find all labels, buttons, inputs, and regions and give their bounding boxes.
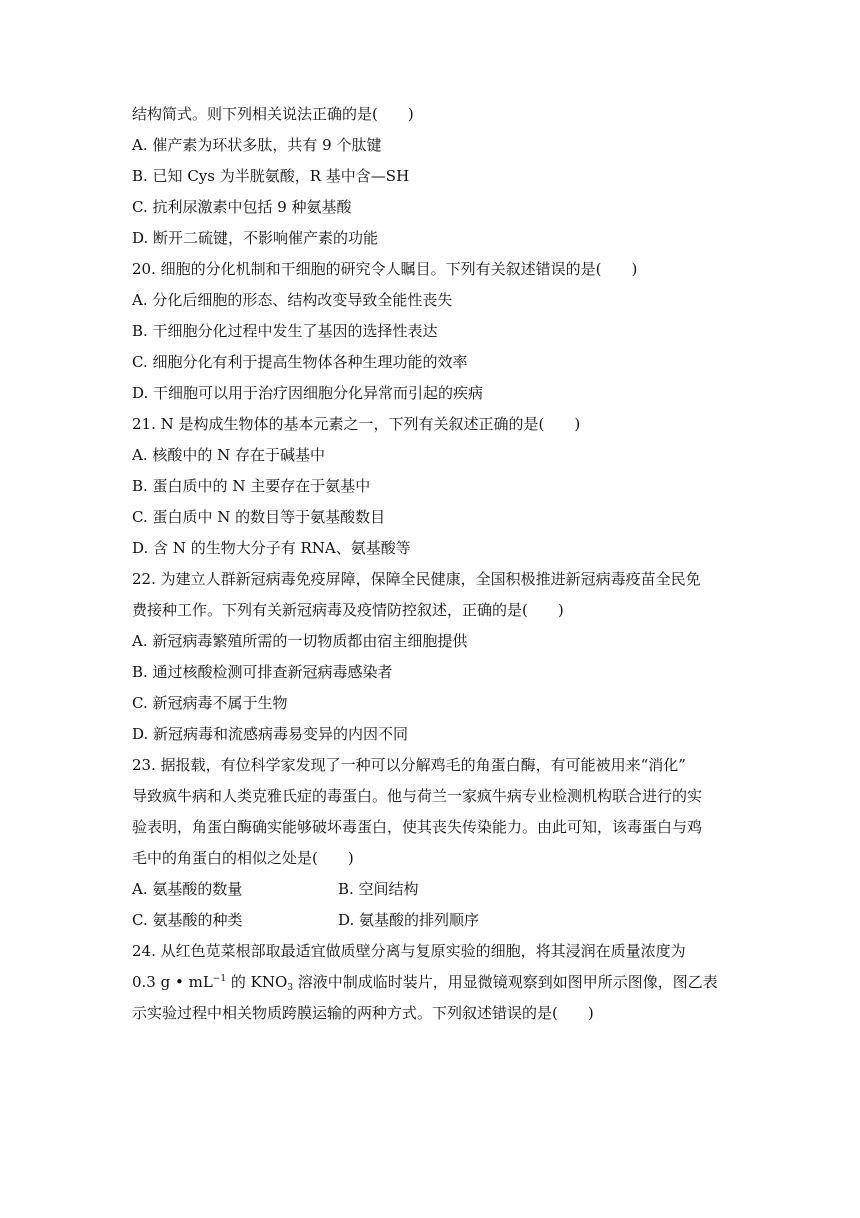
concentration-text: 0.3 g • mL [132, 973, 213, 991]
q23-option-a: A. 氨基酸的数量 [132, 880, 243, 898]
q19-option-a: A. 催产素为环状多肽，共有 9 个肽键 [132, 136, 382, 154]
q22-option-d: D. 新冠病毒和流感病毒易变异的内因不同 [132, 725, 409, 743]
q19-option-c: C. 抗利尿激素中包括 9 种氨基酸 [132, 198, 352, 216]
q21-option-d: D. 含 N 的生物大分子有 RNA、氨基酸等 [132, 539, 411, 557]
question-20-stem: 20. 细胞的分化机制和干细胞的研究令人瞩目。下列有关叙述错误的是( ) [132, 260, 638, 278]
solution-text: 的 KNO [226, 973, 288, 991]
question-24-stem-line-1: 24. 从红色苋菜根部取最适宜做质壁分离与复原实验的细胞，将其浸润在质量浓度为 [132, 942, 686, 960]
question-23-stem-line-4: 毛中的角蛋白的相似之处是( ) [132, 849, 354, 867]
q23-option-d: D. 氨基酸的排列顺序 [338, 911, 480, 929]
q19-option-d: D. 断开二硫键，不影响催产素的功能 [132, 229, 379, 247]
q19-option-b: B. 已知 Cys 为半胱氨酸，R 基中含—SH [132, 167, 410, 185]
question-19-stem-end: 结构简式。则下列相关说法正确的是( ) [132, 105, 414, 123]
q21-option-b: B. 蛋白质中的 N 主要存在于氨基中 [132, 477, 371, 495]
formula-subscript: 3 [287, 983, 293, 993]
q20-option-a: A. 分化后细胞的形态、结构改变导致全能性丧失 [132, 291, 453, 309]
unit-exponent: −1 [212, 974, 227, 984]
q20-option-d: D. 干细胞可以用于治疗因细胞分化异常而引起的疾病 [132, 384, 484, 402]
question-24-stem-line-3: 示实验过程中相关物质跨膜运输的两种方式。下列叙述错误的是( ) [132, 1004, 594, 1022]
q22-option-c: C. 新冠病毒不属于生物 [132, 694, 288, 712]
question-23-stem-line-3: 验表明，角蛋白酶确实能够破坏毒蛋白，使其丧失传染能力。由此可知，该毒蛋白与鸡 [132, 818, 703, 836]
q20-option-b: B. 干细胞分化过程中发生了基因的选择性表达 [132, 322, 438, 340]
q21-option-a: A. 核酸中的 N 存在于碱基中 [132, 446, 326, 464]
q21-option-c: C. 蛋白质中 N 的数目等于氨基酸数目 [132, 508, 386, 526]
question-24-stem-line-2 [132, 972, 718, 992]
q22-option-b: B. 通过核酸检测可排查新冠病毒感染者 [132, 663, 393, 681]
question-22-stem-line-1: 22. 为建立人群新冠病毒免疫屏障，保障全民健康，全国积极推进新冠病毒疫苗全民免 [132, 570, 701, 588]
q20-option-c: C. 细胞分化有利于提高生物体各种生理功能的效率 [132, 353, 468, 371]
question-22-stem-line-2: 费接种工作。下列有关新冠病毒及疫情防控叙述，正确的是( ) [132, 601, 564, 619]
question-21-stem: 21. N 是构成生物体的基本元素之一，下列有关叙述正确的是( ) [132, 415, 581, 433]
q22-option-a: A. 新冠病毒繁殖所需的一切物质都由宿主细胞提供 [132, 632, 468, 650]
question-23-stem-line-1: 23. 据报载，有位科学家发现了一种可以分解鸡毛的角蛋白酶，有可能被用来“消化” [132, 756, 686, 774]
question-23-stem-line-2: 导致疯牛病和人类克雅氏症的毒蛋白。他与荷兰一家疯牛病专业检测机构联合进行的实 [132, 787, 703, 805]
q23-option-c: C. 氨基酸的种类 [132, 911, 243, 929]
line-continuation: 溶液中制成临时装片，用显微镜观察到如图甲所示图像，图乙表 [292, 973, 718, 991]
q23-option-b: B. 空间结构 [338, 880, 419, 898]
